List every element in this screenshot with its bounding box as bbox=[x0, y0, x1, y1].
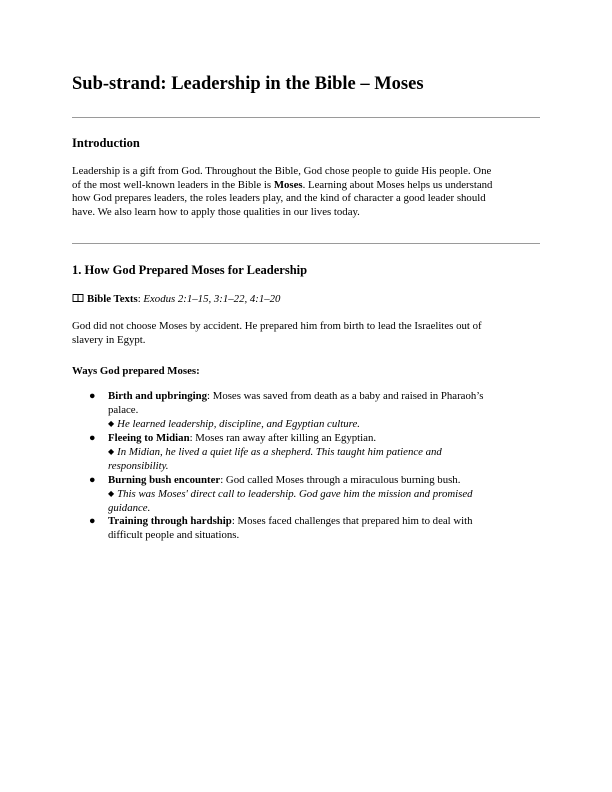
item-title: Birth and upbringing bbox=[108, 390, 208, 402]
item-text: Moses was saved from death as a baby and raised in Pharaoh’s bbox=[212, 390, 484, 402]
bible-references: Exodus 2:1–15, 3:1–22, 4:1–20 bbox=[143, 293, 281, 305]
horizontal-rule bbox=[72, 243, 540, 244]
bible-texts-line: Bible Texts: Exodus 2:1–15, 3:1–22, 4:1–20 bbox=[72, 292, 280, 307]
note-text: He learned leadership, discipline, and Egyptian culture. bbox=[117, 418, 360, 431]
intro-line: how God prepares leaders, the roles leaders play, and the kind of character a good leader should bbox=[72, 192, 486, 205]
note-text: This was Moses' direct call to leadership. God gave him the mission and promised bbox=[117, 488, 473, 501]
list-item bbox=[72, 515, 540, 542]
ways-heading: Ways God prepared Moses: bbox=[72, 365, 200, 377]
list-item bbox=[72, 432, 540, 474]
diamond-icon: ◆ bbox=[108, 447, 115, 457]
open-book-icon bbox=[72, 293, 84, 307]
item-title: Fleeing to Midian bbox=[108, 431, 190, 444]
note-text: responsibility. bbox=[108, 459, 169, 472]
item-text: Moses faced challenges that prepared him to deal with bbox=[237, 515, 473, 528]
item-title: Training through hardship bbox=[108, 515, 232, 528]
list-item bbox=[72, 390, 540, 432]
item-text: Moses ran away after killing an Egyptian. bbox=[195, 431, 377, 444]
page-title: Sub-strand: Leadership in the Bible – Moses bbox=[72, 74, 424, 94]
bullet-icon: ● bbox=[89, 431, 96, 444]
section-paragraph bbox=[72, 320, 540, 347]
section-line: God did not choose Moses by accident. He prepared him from birth to lead the Israelites out of bbox=[72, 320, 482, 332]
intro-line: Leadership is a gift from God. Throughout the Bible, God chose people to guide His people. One bbox=[72, 165, 492, 177]
item-text: God called Moses through a miraculous burning bush. bbox=[225, 473, 461, 486]
list-item bbox=[72, 474, 540, 516]
intro-line-start: of the most well-known leaders in the Bible is bbox=[72, 178, 274, 191]
bullet-icon: ● bbox=[89, 515, 96, 528]
list-item-line: Burning bush encounter: God called Moses through a miraculous burning bush. bbox=[108, 473, 461, 486]
bullet-icon: ● bbox=[89, 473, 96, 486]
note-text: guidance. bbox=[108, 501, 151, 514]
intro-line: have. We also learn how to apply those qualities in our lives today. bbox=[72, 205, 360, 218]
item-text: difficult people and situations. bbox=[108, 528, 240, 541]
section-heading: 1. How God Prepared Moses for Leadership bbox=[72, 263, 308, 277]
section-line: slavery in Egypt. bbox=[72, 333, 146, 346]
item-note bbox=[108, 487, 540, 502]
diamond-icon: ◆ bbox=[108, 489, 115, 499]
note-text: In Midian, he lived a quiet life as a shepherd. This taught him patience and bbox=[117, 446, 442, 459]
horizontal-rule bbox=[72, 117, 540, 118]
intro-line bbox=[72, 179, 540, 193]
bible-texts-label: Bible Texts bbox=[87, 293, 138, 305]
diamond-icon: ◆ bbox=[108, 419, 115, 429]
intro-line-end: . Learning about Moses helps us understand bbox=[302, 178, 493, 191]
list-item-line: Birth and upbringing: Moses was saved from death as a baby and raised in Pharaoh’s bbox=[108, 390, 484, 402]
list-item-line: Fleeing to Midian: Moses ran away after killing an Egyptian. bbox=[108, 431, 377, 444]
item-text: palace. bbox=[108, 403, 139, 416]
intro-heading: Introduction bbox=[72, 136, 140, 150]
bullet-icon: ● bbox=[89, 390, 96, 402]
moses-emphasis: Moses bbox=[273, 178, 303, 191]
item-title: Burning bush encounter bbox=[108, 473, 221, 486]
item-note bbox=[108, 445, 540, 460]
intro-paragraph bbox=[72, 165, 540, 219]
list-item-line: Training through hardship: Moses faced challenges that prepared him to deal with bbox=[108, 515, 473, 528]
item-note bbox=[108, 417, 540, 432]
ways-list bbox=[72, 390, 540, 543]
